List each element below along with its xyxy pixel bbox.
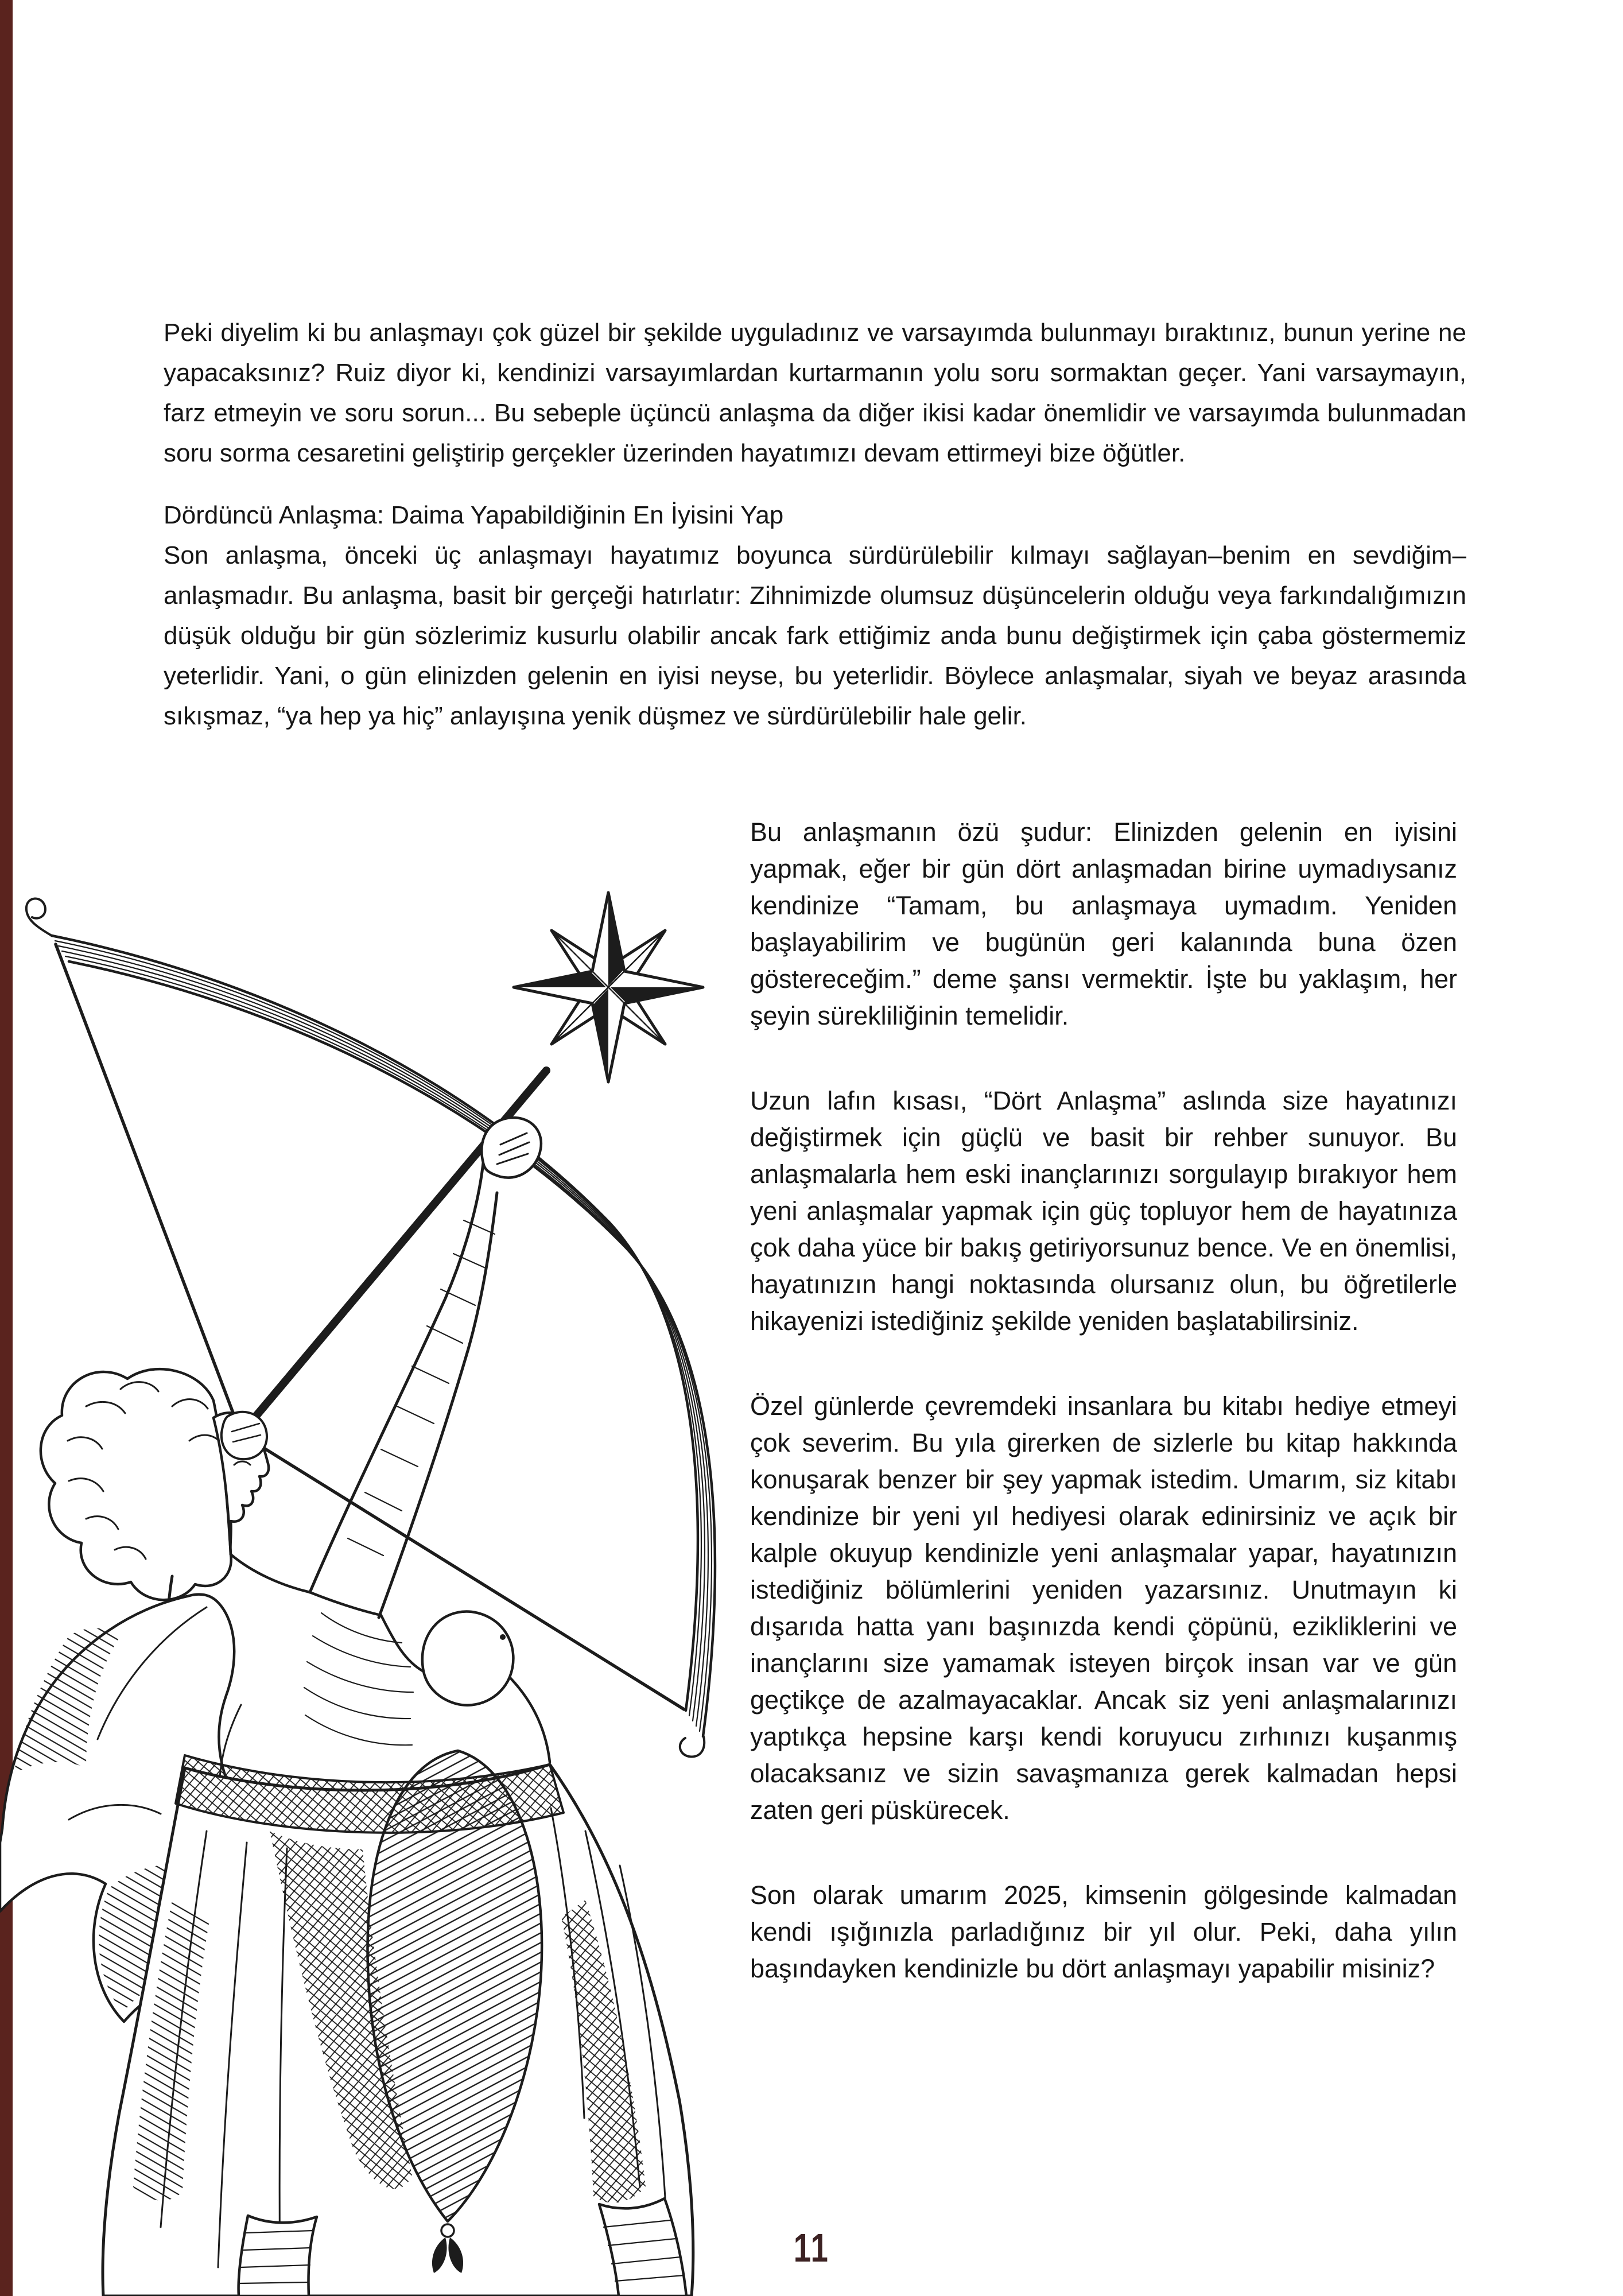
sagittarius-archer-illustration: [0, 890, 717, 2296]
chest: [422, 1612, 514, 1705]
section-paragraph: Son anlaşma, önceki üç anlaşmayı hayatımız boyunca sürdürülebilir kılmayı sağlayan–benim en sevdiğim– anlaşmadır. Bu anlaşma, basit bir gerçeği hatırlatır: Zihnimizde olumsuz düşüncelerin olduğu veya farkındalığımızın düşük olduğu bir gün sözlerimiz kusurlu olabilir ancak fark ettiğimiz anda bunu değiştirmek için çaba göstermemiz yeterlidir. Yani, o gün elinizden gelenin en iyisi neyse, bu yeterlidir. Böylece anlaşmalar, siyah ve beyaz arasında sıkışmaz, “ya hep ya hiç” anlayışına yenik düşmez ve sürdürülebilir hale gelir.: [164, 541, 1466, 730]
intro-paragraph: Peki diyelim ki bu anlaşmayı çok güzel bir şekilde uyguladınız ve varsayımda bulunmayı bıraktınız, bunun yerine ne yapacaksınız? Ruiz diyor ki, kendinizi varsayımlardan kurtarmanın yolu soru sormaktan geçer. Yani varsaymayın, farz etmeyin ve soru sorun... Bu sebeple üçüncü anlaşma da diğer ikisi kadar önemlidir ve varsayımda bulunmadan soru sorma cesaretini geliştirip gerçekler üzerinden hayatımızı devam ettirmeyi bize öğütler.: [164, 319, 1466, 467]
archer-woodcut-icon: [0, 890, 717, 2296]
column-paragraph: Uzun lafın kısası, “Dört Anlaşma” aslında size hayatınızı değiştirmek için güçlü ve basit bir rehber sunuyor. Bu anlaşmalarla hem eski inançlarınızı sorgulayıp bırakıyor hem yeni anlaşmalar yapmak için güç topluyor hem de hayatınıza çok daha yüce bir bakış getiriyorsunuz bence. Ve en önemlisi, hayatınızın hangi noktasında olursanız olun, bu öğretilerle hikayenizi istediğiniz şekilde yeniden başlatabilirsiniz.: [750, 1086, 1457, 1336]
arm-hatching: [348, 1220, 495, 1556]
grip-hand: [482, 1118, 541, 1178]
page-number: [0, 2225, 1623, 2271]
column-paragraph: Özel günlerde çevremdeki insanlara bu kitabı hediye etmeyi çok severim. Bu yıla girerken de sizlerle bu kitap hakkında konuşarak benzer bir şey yapmak istedim. Umarım, siz kitabı kendinize bir yeni yıl hediyesi olarak edinirsiniz ve açık bir kalple okuyup kendinizle yeni anlaşmalar yapar, hayatınızın istediğiniz bölümlerini yeniden yazarsınız. Unutmayın ki dışarıda hatta yanı başınızda kendi çöpünü, ezikliklerini ve inançlarını size yamamak isteyen birçok insan var ve gün geçtikçe de azalmayacaklar. Ancak siz yeni anlaşmalarınızı yaptıkça hepsine karşı kendi koruyucu zırhınızı kuşanmış olacaksanız ve sizin savaşmanıza gerek kalmadan hepsi zaten geri püskürecek.: [750, 1391, 1457, 1825]
right-text-column: [750, 814, 1457, 2035]
section-heading: Dördüncü Anlaşma: Daima Yapabildiğinin En İyisini Yap: [164, 501, 784, 529]
archer-figure: [0, 1118, 693, 2296]
column-paragraph: Bu anlaşmanın özü şudur: Elinizden gelenin en iyisini yapmak, eğer bir gün dört anlaşmadan birine uymadıysanız kendinize “Tamam, bu anlaşmaya uymadım. Yeniden başlayabilirim ve bugünün geri kalanında buna özen göstereceğim.” deme şansı vermektir. İşte bu yaklaşım, her şeyin sürekliliğinin temelidir.: [750, 817, 1457, 1030]
column-paragraph: Son olarak umarım 2025, kimsenin gölgesinde kalmadan kendi ışığınızla parladığınız bir yıl olur. Peki, daha yılın başındayken kendinizle bu dört anlaşmayı yapabilir misiniz?: [750, 1880, 1457, 1983]
eight-pointed-star: [514, 893, 703, 1082]
torso-hatching: [304, 1613, 413, 1745]
bow-tip-curl-top: [26, 898, 52, 936]
bow-tip-curl-bottom: [680, 1735, 704, 1757]
article-top-block: [164, 313, 1466, 736]
page-number-value: 11: [793, 2225, 830, 2270]
